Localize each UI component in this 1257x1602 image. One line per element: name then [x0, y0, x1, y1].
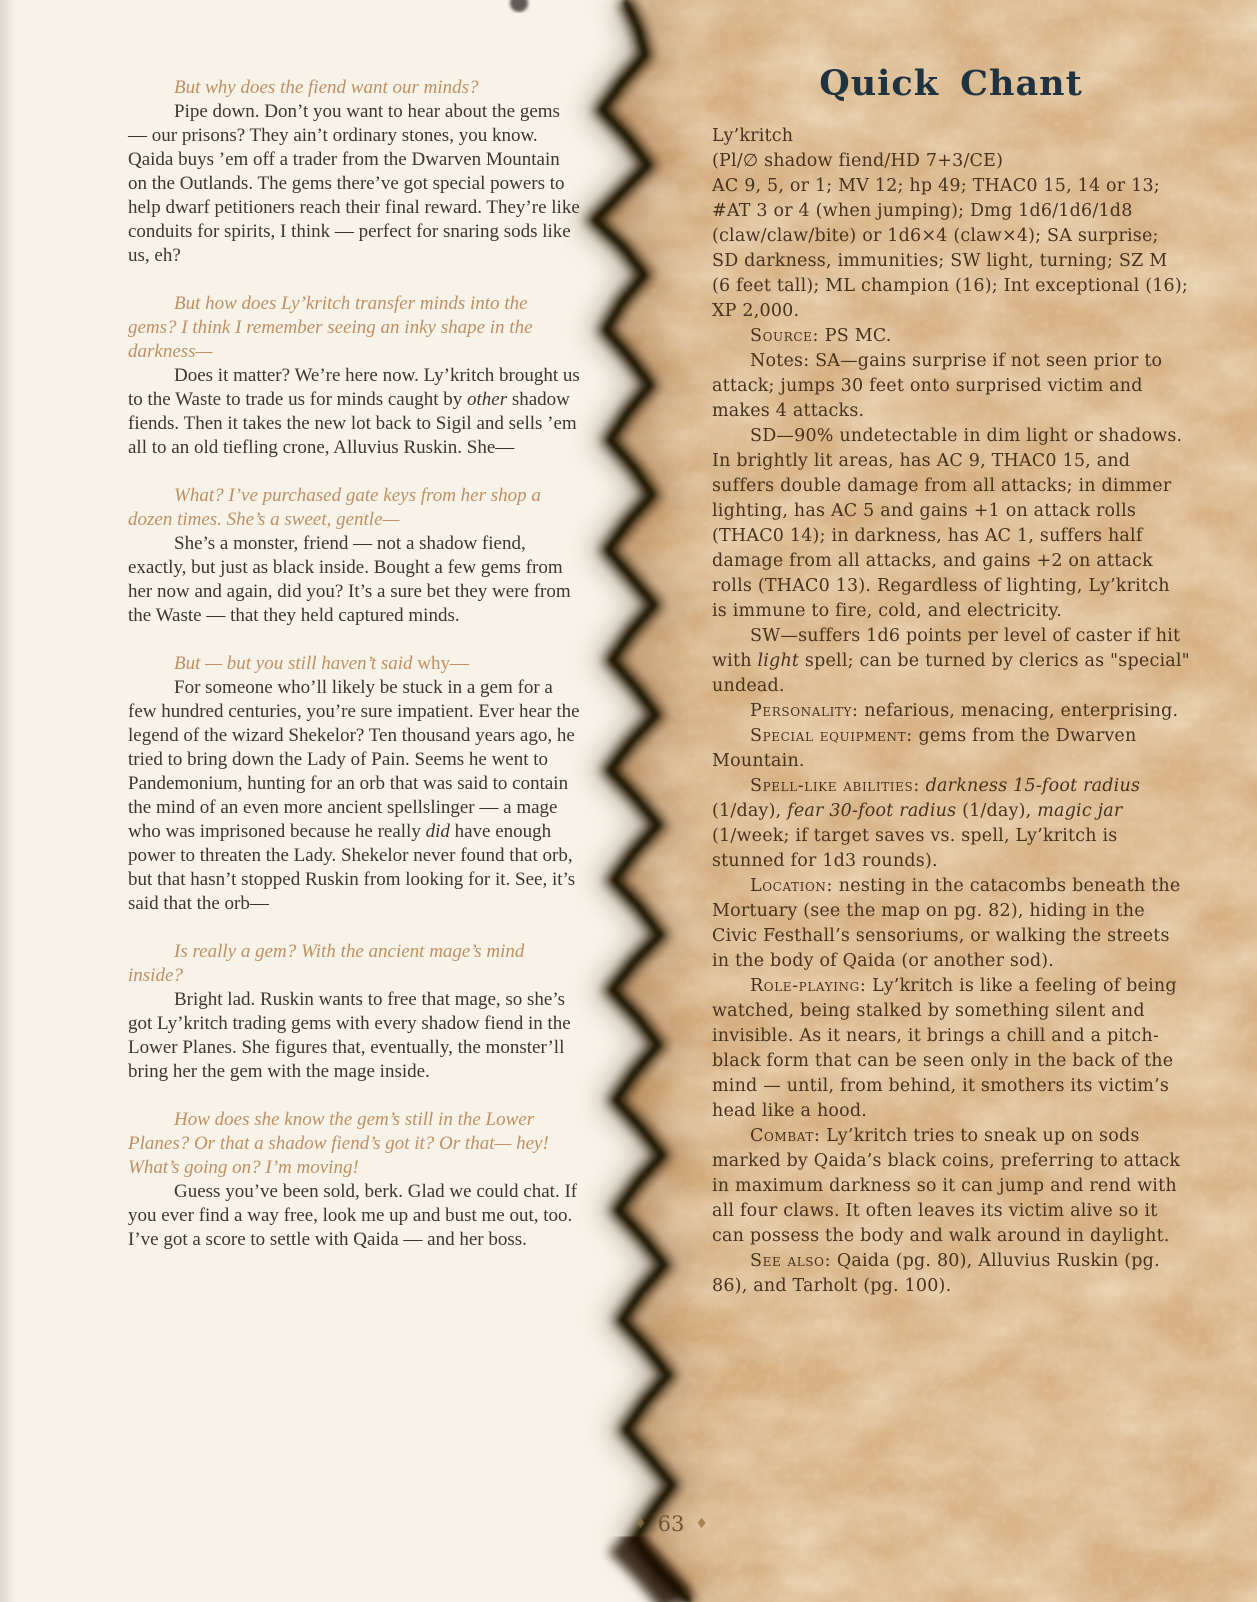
dialogue-question-heading: Is really a gem? With the ancient mage’s mind inside? — [128, 941, 525, 986]
dialogue-section — [128, 292, 580, 460]
dialogue-paragraph: For someone who’ll likely be stuck in a gem for a few hundred centuries, you’re sure impatient. Ever hear the legend of the wizard Shekelor? Ten thousand years ago, he tried to bring down the Lady of Pain. Seems he went to Pandemonium, hunting for an orb that was said to contain the mind of an even more ancient spellslinger — a mage who was imprisoned because he really did have enough power to threaten the Lady. Shekelor never found that orb, but that hasn’t stopped Ruskin from looking for it. See, it’s said that the orb— — [128, 677, 580, 914]
notes-sw: SW—suffers 1d6 points per level of caster if hit with light spell; can be turned by clerics as "special" undead. — [712, 626, 1190, 696]
dialogue-paragraph: She’s a monster, friend — not a shadow fiend, exactly, but just as black inside. Bought a few gems from her now and again, did you? It’s a sure bet they were from the Waste — that they held captured minds. — [128, 533, 571, 626]
dialogue-section — [128, 484, 580, 628]
dialogue-section — [128, 76, 580, 268]
dialogue-section — [128, 1108, 580, 1252]
diamond-icon: ♦ — [695, 1516, 708, 1532]
stat-name: Ly’kritch — [712, 126, 794, 146]
personality-line: Personality: nefarious, menacing, enterprising. — [750, 701, 1179, 721]
notes-sa: Notes: SA—gains surprise if not seen prior to attack; jumps 30 feet onto surprised victim and makes 4 attacks. — [712, 351, 1163, 421]
page-number: 63 — [657, 1512, 685, 1536]
see-also-line: See also: Qaida (pg. 80), Alluvius Ruskin (pg. 86), and Tarholt (pg. 100). — [712, 1251, 1160, 1296]
dialogue-question-heading: But — but you still haven’t said why— — [174, 653, 470, 674]
quick-chant-title: Quick Chant — [819, 63, 1083, 104]
dialogue-question-heading: But how does Ly’kritch transfer minds into the gems? I think I remember seeing an inky shape in the darkness— — [128, 293, 533, 362]
dialogue-paragraph: Pipe down. Don’t you want to hear about the gems — our prisons? They ain’t ordinary stones, you know. Qaida buys ’em off a trader from the Dwarven Mountain on the Outlands. The gems there’ve got special powers to help dwarf petitioners reach their final reward. They’re like conduits for spirits, I think — perfect for snaring sods like us, eh? — [128, 101, 580, 266]
special-equipment-line: Special equipment: gems from the Dwarven Mountain. — [712, 726, 1137, 771]
dialogue-section — [128, 940, 580, 1084]
dialogue-paragraph: Does it matter? We’re here now. Ly’kritch brought us to the Waste to trade us for minds caught by other shadow fiends. Then it takes the new lot back to Sigil and sells ’em all to an old tiefling crone, Alluvius Ruskin. She— — [128, 365, 580, 458]
role-playing-line: Role-playing: Ly’kritch is like a feeling of being watched, being stalked by something silent and invisible. As it nears, it brings a chill and a pitch-black form that can be seen only in the back of the mind — until, from behind, it smothers its victim’s head like a hood. — [712, 976, 1177, 1121]
page-footer — [596, 1512, 746, 1536]
notes-sd: SD—90% undetectable in dim light or shadows. In brightly lit areas, has AC 9, THAC0 15, and suffers double damage from all attacks; in dimmer lighting, has AC 5 and gains +1 on attack rolls (THAC0 14); in darkness, has AC 1, suffers half damage from all attacks, and gains +2 on attack rolls (THAC0 13). Regardless of lighting, Ly’kritch is immune to fire, cold, and electricity. — [712, 426, 1183, 621]
top-notch-mark — [510, 0, 528, 12]
location-line: Location: nesting in the catacombs beneath the Mortuary (see the map on pg. 82), hiding in the Civic Festhall’s sensoriums, or walking the streets in the body of Qaida (or another sod). — [712, 876, 1181, 971]
stat-line: AC 9, 5, or 1; MV 12; hp 49; THAC0 15, 14 or 13; #AT 3 or 4 (when jumping); Dmg 1d6/1d6/1d8 (claw/claw/bite) or 1d6×4 (claw×4); SA surprise; SD darkness, immunities; SW light, turning; SZ M (6 feet tall); ML champion (16); Int exceptional (16); XP 2,000. — [712, 176, 1189, 321]
source-line: Source: PS MC. — [750, 326, 892, 346]
dialogue-paragraph: Bright lad. Ruskin wants to free that mage, so she’s got Ly’kritch trading gems with every shadow fiend in the Lower Planes. She figures that, eventually, the monster’ll bring her the gem with the mage inside. — [128, 989, 571, 1082]
combat-line: Combat: Ly’kritch tries to sneak up on sods marked by Qaida’s black coins, preferring to attack in maximum darkness so it can jump and rend with all four claws. It often leaves its victim alive so it can possess the body and walk around in daylight. — [712, 1126, 1181, 1246]
dialogue-question-heading: But why does the fiend want our minds? — [174, 77, 479, 98]
spell-like-abilities-line: Spell-like abilities: darkness 15-foot radius (1/day), fear 30-foot radius (1/day), magic jar (1/week; if target saves vs. spell, Ly’kritch is stunned for 1d3 rounds). — [712, 776, 1141, 871]
dialogue-paragraph: Guess you’ve been sold, berk. Glad we could chat. If you ever find a way free, look me up and bust me out, too. I’ve got a score to settle with Qaida — and her boss. — [128, 1181, 578, 1250]
diamond-icon: ♦ — [634, 1516, 647, 1532]
dialogue-question-heading: How does she know the gem’s still in the Lower Planes? Or that a shadow fiend’s got it? Or that— hey! What’s going on? I’m moving! — [128, 1109, 549, 1178]
quick-chant-panel — [712, 64, 1190, 1299]
dialogue-question-heading: What? I’ve purchased gate keys from her shop a dozen times. She’s a sweet, gentle— — [128, 485, 541, 530]
dialogue-section — [128, 652, 580, 916]
stat-name-type: (Pl/∅ shadow fiend/HD 7+3/CE) — [712, 151, 1004, 171]
left-column — [128, 76, 580, 1252]
